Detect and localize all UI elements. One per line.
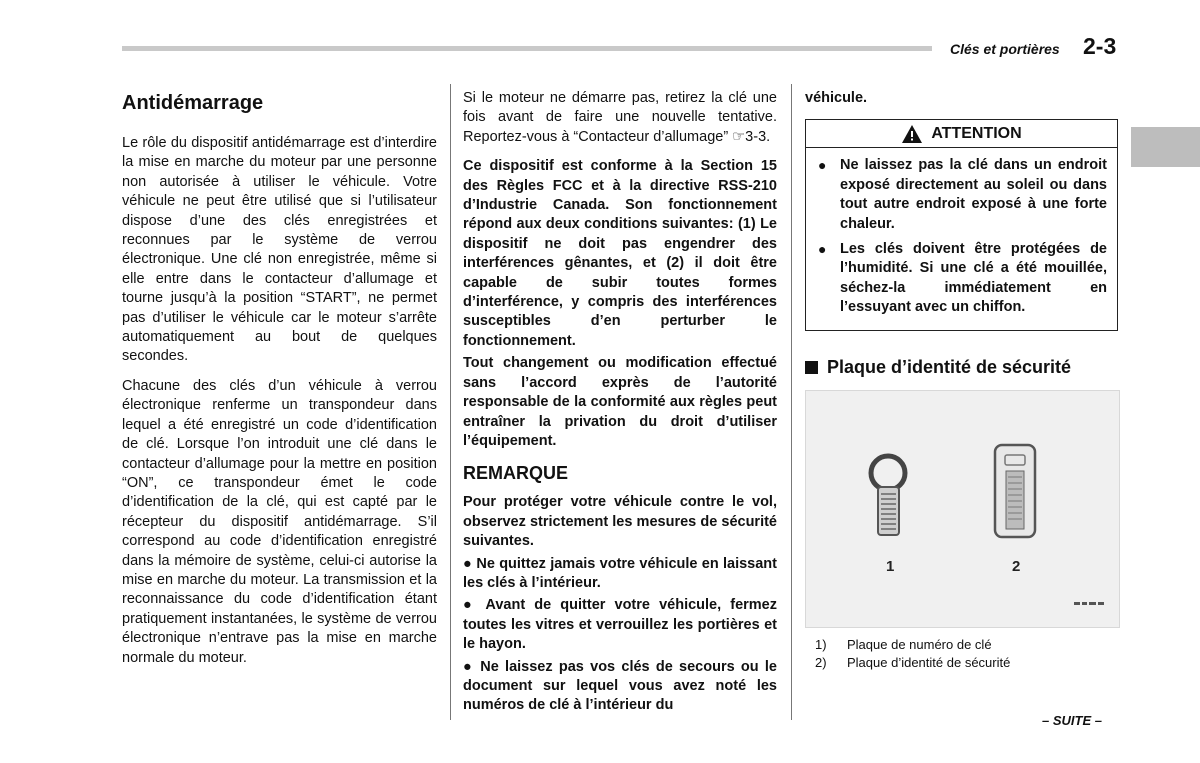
remarque-item: ● Ne laissez pas vos clés de secours ou le document sur lequel vous avez noté les numéros de clé à l’intérieur du [463,658,777,714]
key-number-plate-icon [871,456,905,535]
page-number: 2-3 [1083,33,1117,59]
attention-item-text: Les clés doivent être protégées de l’humidité. Si une clé a été mouillée, séchez-la immédiatement en l’essuyant avec un chiffon. [840,241,1107,316]
attention-header [806,120,1117,148]
caption-row [815,636,1118,654]
attention-box [805,119,1118,330]
figure-label-1: 1 [886,557,895,575]
column-2 [463,89,777,716]
square-bullet-icon [805,361,818,374]
key-plates-drawing [806,391,1119,627]
figure-reference-code [1074,602,1104,605]
fcc-paragraph: Ce dispositif est conforme à la Section 15 des Règles FCC et à la directive RSS-210 d’Industrie Canada. Son fonctionnement répond aux deux conditions suivantes: (1) Le dispositif ne doit pas engendrer des interférences gênantes, et (2) il doit être capable de subir toutes formes d’interférence, y compris des interférences susceptibles d’en perturber le fonctionnement. [463,158,777,349]
column-divider [791,84,792,720]
column-divider [450,84,451,720]
caption-row [815,654,1118,672]
caption-text: Plaque d’identité de sécurité [847,654,1011,670]
body-paragraph: Si le moteur ne démarre pas, retirez la clé une fois avant de faire une nouvelle tentative. Reportez-vous à “Contacteur d’allumage” ☞3-3. [463,90,777,145]
chapter-thumb-tab [1131,127,1200,167]
bullet-icon: ● [818,157,827,174]
section-heading-plaque [805,357,1118,378]
body-paragraph: Le rôle du dispositif antidémarrage est d’interdire la mise en marche du moteur par une personne non autorisée à utiliser le véhicule. Votre véhicule ne peut être utilisé que si l’utilisateur dispose d’une des clés enregistrées et reconnues par le système de verrou électronique. Une clé non enregistrée, même si elle entre dans le contacteur d’allumage et tourne jusqu’à la position “START”, ne permet pas d’utiliser le véhicule car le moteur s’arrête automatiquement au bout de quelques secondes. [122,135,437,365]
section-heading-text: Plaque d’identité de sécurité [827,356,1072,377]
caption-text: Plaque de numéro de clé [847,636,992,652]
continued-marker: – SUITE – [1042,713,1102,728]
remarque-heading: REMARQUE [463,463,569,484]
attention-item [818,156,1107,234]
caption-number: 2) [815,654,827,670]
continuation-text: véhicule. [805,90,868,106]
figure-label-2: 2 [1012,557,1021,575]
attention-title: ATTENTION [931,124,1022,142]
figure-captions [805,636,1118,672]
body-paragraph: Chacune des clés d’un véhicule à verrou électronique renferme un transpondeur dans lequel a été enregistré un code d’identification de clé. Lorsque l’on introduit une clé dans le contacteur d’allumage pour la mettre en position “ON”, ce transpondeur émet le code d’identification de la clé, qui est capté par le récepteur du dispositif antidémarrage. S’il correspond au code d’identification enregistré dans la mémoire de système, celui-ci autorise la mise en marche du moteur. La transmission et la reconnaissance du code d’identification étant pratiquement instantanées, le système de verrou électronique n’entrave pas la mise en marche normale du moteur. [122,377,437,666]
remarque-item: ● Avant de quitter votre véhicule, fermez toutes les vitres et verrouillez les portières et le hayon. [463,597,777,653]
header-rule [122,46,932,51]
section-heading-antidemarrage: Antidémarrage [122,92,264,114]
remarque-item: ● Ne quittez jamais votre véhicule en laissant les clés à l’intérieur. [463,555,777,591]
caption-number: 1) [815,636,827,652]
warning-triangle-icon [901,124,923,144]
key-plate-illustration [805,390,1120,628]
remarque-intro: Pour protéger votre véhicule contre le vol, observez strictement les mesures de sécurité suivantes. [463,494,777,550]
attention-body [806,148,1117,329]
column-1 [122,89,437,668]
attention-item-text: Ne laissez pas la clé dans un endroit exposé directement au soleil ou dans tout autre endroit exposé à une forte chaleur. [840,157,1107,232]
security-id-plate-icon [995,445,1035,537]
attention-item [818,240,1107,318]
running-header-section: Clés et portières [950,41,1060,57]
bullet-icon: ● [818,241,827,258]
column-3 [805,89,1118,672]
fcc-paragraph: Tout changement ou modification effectué sans l’accord exprès de l’autorité responsable de la conformité aux règles peut entraîner la privation du droit d’utiliser l’équipement. [463,355,777,449]
